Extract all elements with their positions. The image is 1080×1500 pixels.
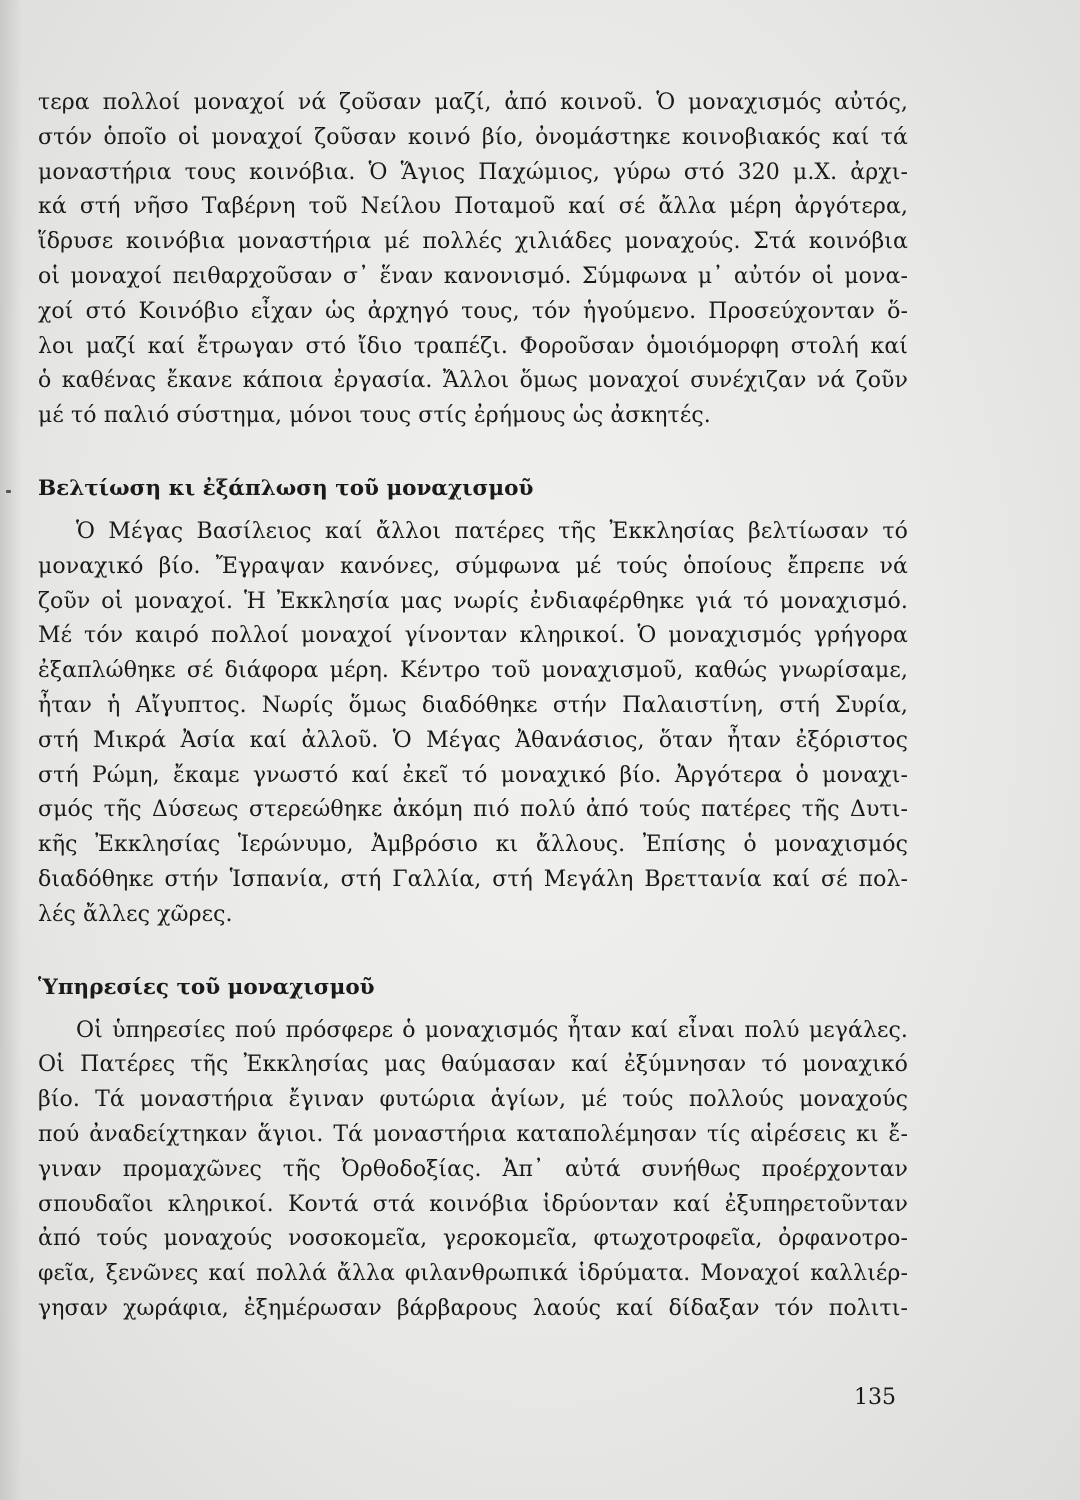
text-line: στή Μικρά Ἀσία καί ἀλλοῦ. Ὁ Μέγας Ἀθανάσιος, ὅταν ἦταν ἐξόριστος bbox=[38, 727, 908, 753]
text-line: ζοῦν οἱ μοναχοί. Ἡ Ἐκκλησία μας νωρίς ἐνδιαφέρθηκε γιά τό μοναχισμό. bbox=[38, 588, 908, 614]
page-content bbox=[38, 86, 908, 1327]
text-line: ὁ καθένας ἔκανε κάποια ἐργασία. Ἄλλοι ὅμως μοναχοί συνέχιζαν νά ζοῦν bbox=[38, 368, 908, 394]
text-line: πού ἀναδείχτηκαν ἅγιοι. Τά μοναστήρια καταπολέμησαν τίς αἱρέσεις κι ἔ- bbox=[38, 1121, 908, 1147]
text-line: διαδόθηκε στήν Ἱσπανία, στή Γαλλία, στή Μεγάλη Βρεττανία καί σέ πολ- bbox=[38, 866, 908, 892]
text-line: γιναν προμαχῶνες τῆς Ὀρθοδοξίας. Ἀπ᾽ αὐτά συνήθως προέρχονταν bbox=[38, 1156, 908, 1182]
text-line: γησαν χωράφια, ἐξημέρωσαν βάρβαρους λαούς καί δίδαξαν τόν πολιτι- bbox=[38, 1295, 908, 1321]
paragraph-3 bbox=[38, 1014, 908, 1327]
text-line: κά στή νῆσο Ταβέρνη τοῦ Νείλου Ποταμοῦ καί σέ ἄλλα μέρη ἀργότερα, bbox=[38, 194, 908, 220]
text-line: στή Ρώμη, ἔκαμε γνωστό καί ἐκεῖ τό μοναχικό βίο. Ἀργότερα ὁ μοναχι- bbox=[38, 762, 908, 788]
text-line: Ὁ Μέγας Βασίλειος καί ἄλλοι πατέρες τῆς Ἐκκλησίας βελτίωσαν τό bbox=[76, 518, 908, 544]
text-line: μέ τό παλιό σύστημα, μόνοι τους στίς ἐρήμους ὡς ἀσκητές. bbox=[38, 403, 711, 429]
text-line: σπουδαῖοι κληρικοί. Κοντά στά κοινόβια ἱδρύονταν καί ἐξυπηρετοῦνταν bbox=[38, 1191, 908, 1217]
text-line: μοναστήρια τους κοινόβια. Ὁ Ἅγιος Παχώμιος, γύρω στό 320 μ.Χ. ἀρχι- bbox=[38, 159, 908, 185]
text-line: μοναχικό βίο. Ἔγραψαν κανόνες, σύμφωνα μέ τούς ὁποίους ἔπρεπε νά bbox=[38, 553, 908, 579]
page-number: 135 bbox=[854, 1385, 896, 1410]
text-line: στόν ὁποῖο οἱ μοναχοί ζοῦσαν κοινό βίο, ὀνομάστηκε κοινοβιακός καί τά bbox=[38, 124, 908, 150]
paragraph-2 bbox=[38, 515, 908, 933]
text-line: Οἱ ὑπηρεσίες πού πρόσφερε ὁ μοναχισμός ἦταν καί εἶναι πολύ μεγάλες. bbox=[76, 1017, 908, 1043]
text-line: φεῖα, ξενῶνες καί πολλά ἄλλα φιλανθρωπικά ἱδρύματα. Μοναχοί καλλιέρ- bbox=[38, 1261, 908, 1287]
text-line: σμός τῆς Δύσεως στερεώθηκε ἀκόμη πιό πολύ ἀπό τούς πατέρες τῆς Δυτι- bbox=[38, 797, 908, 823]
text-line: Οἱ Πατέρες τῆς Ἐκκλησίας μας θαύμασαν καί ἐξύμνησαν τό μοναχικό bbox=[38, 1052, 908, 1078]
text-line: ἀπό τούς μοναχούς νοσοκομεῖα, γεροκομεῖα, φτωχοτροφεῖα, ὀρφανοτρο- bbox=[38, 1226, 908, 1252]
margin-mark bbox=[6, 490, 11, 493]
text-line: βίο. Τά μοναστήρια ἔγιναν φυτώρια ἁγίων, μέ τούς πολλούς μοναχούς bbox=[38, 1087, 908, 1113]
text-line: ἐξαπλώθηκε σέ διάφορα μέρη. Κέντρο τοῦ μοναχισμοῦ, καθώς γνωρίσαμε, bbox=[38, 658, 908, 684]
binding-shadow bbox=[0, 0, 22, 1500]
text-line: ἵδρυσε κοινόβια μοναστήρια μέ πολλές χιλιάδες μοναχούς. Στά κοινόβια bbox=[38, 229, 908, 255]
text-line: χοί στό Κοινόβιο εἶχαν ὡς ἀρχηγό τους, τόν ἡγούμενο. Προσεύχονταν ὅ- bbox=[38, 298, 908, 324]
section-heading-improvement: Βελτίωση κι ἐξάπλωση τοῦ μοναχισμοῦ bbox=[38, 475, 534, 501]
text-line: Μέ τόν καιρό πολλοί μοναχοί γίνονταν κληρικοί. Ὁ μοναχισμός γρήγορα bbox=[38, 623, 908, 649]
paragraph-1 bbox=[38, 86, 908, 434]
text-line: λοι μαζί καί ἔτρωγαν στό ἴδιο τραπέζι. Φοροῦσαν ὁμοιόμορφη στολή καί bbox=[38, 333, 908, 359]
text-line: ἦταν ἡ Αἴγυπτος. Νωρίς ὅμως διαδόθηκε στήν Παλαιστίνη, στή Συρία, bbox=[38, 692, 908, 718]
text-line: κῆς Ἐκκλησίας Ἱερώνυμο, Ἀμβρόσιο κι ἄλλους. Ἐπίσης ὁ μοναχισμός bbox=[38, 832, 908, 858]
section-heading-services: Ὑπηρεσίες τοῦ μοναχισμοῦ bbox=[38, 974, 375, 1000]
text-line: λές ἄλλες χῶρες. bbox=[38, 901, 233, 927]
text-line: οἱ μοναχοί πειθαρχοῦσαν σ᾽ ἕναν κανονισμό. Σύμφωνα μ᾽ αὐτόν οἱ μονα- bbox=[38, 263, 908, 289]
text-line: τερα πολλοί μοναχοί νά ζοῦσαν μαζί, ἀπό κοινοῦ. Ὁ μοναχισμός αὐτός, bbox=[38, 90, 908, 115]
